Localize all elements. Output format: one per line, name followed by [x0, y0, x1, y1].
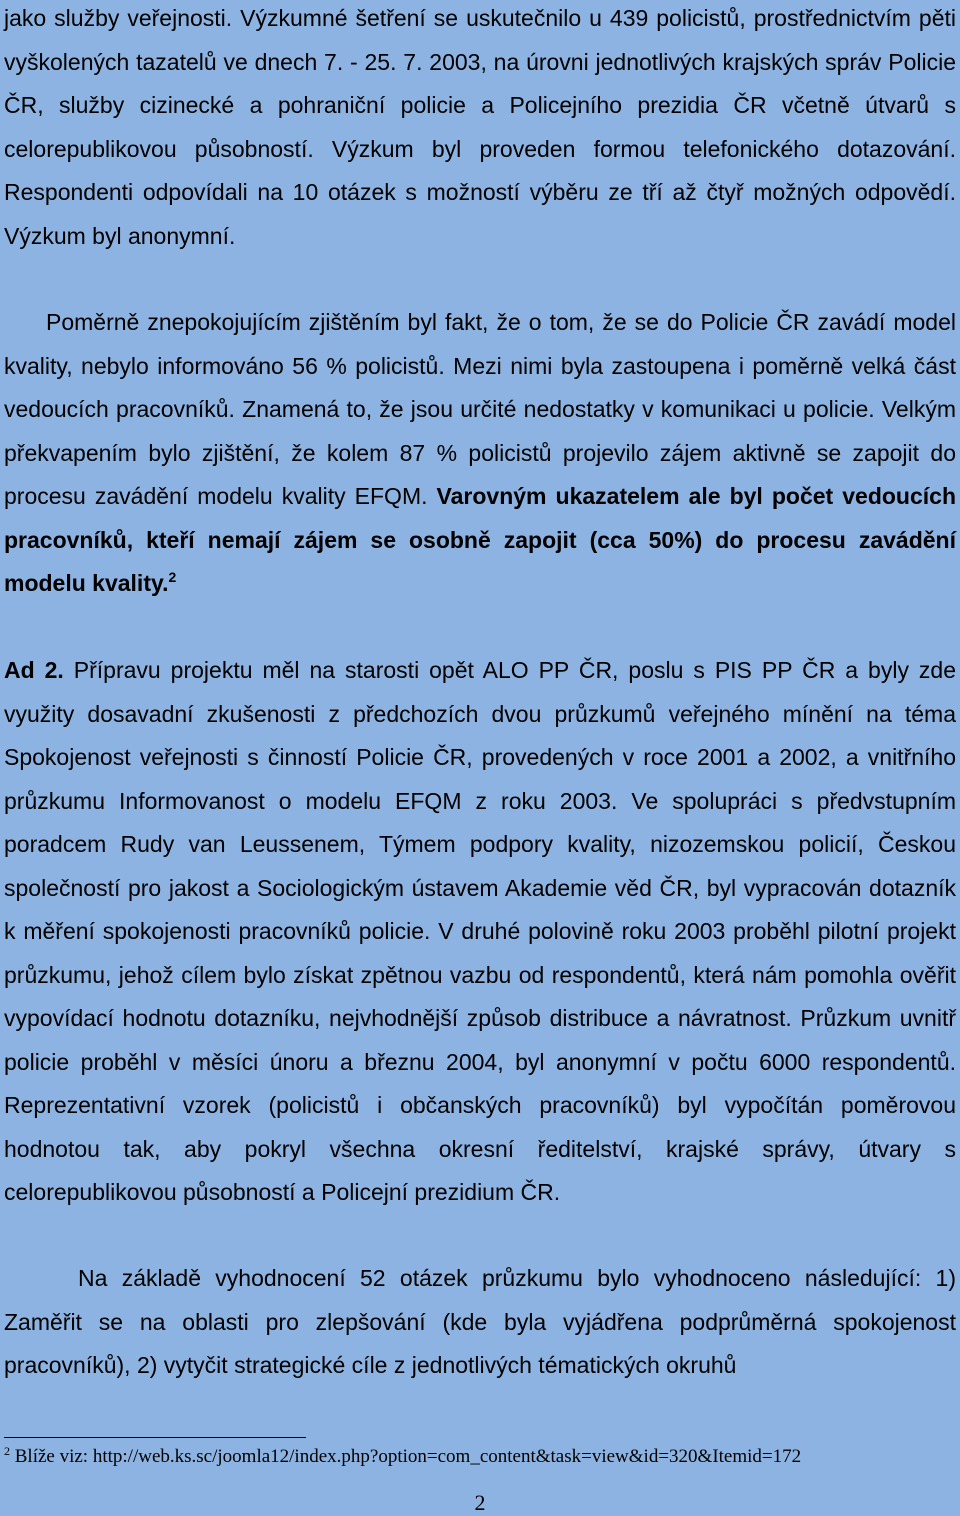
section-lead: Ad 2. [4, 657, 64, 683]
paragraph-2 [4, 301, 956, 606]
paragraph-1-text: jako služby veřejnosti. Výzkumné šetření se uskutečnilo u 439 policistů, prostřednictvím pěti vyškolených tazatelů ve dnech 7. - 25. 7. 2003, na úrovni jednotlivých krajských správ Policie ČR, služby cizinecké a pohraniční policie a Policejního prezidia ČR včetně útvarů s celorepublikovou působností. Výzkum byl proveden formou telefonického dotazování. Respondenti odpovídali na 10 otázek s možností výběru ze tří až čtyř možných odpovědí. Výzkum byl anonymní. [4, 5, 956, 249]
footnote [4, 1446, 801, 1468]
footnote-separator [4, 1437, 306, 1438]
paragraph-2-text: Poměrně znepokojujícím zjištěním byl fakt, že o tom, že se do Policie ČR zavádí model kvality, nebylo informováno 56 % policistů. Mezi nimi byla zastoupena i poměrně velká část vedoucích pracovníků. Znamená to, že jsou určité nedostatky v komunikaci u policie. Velkým překvapením bylo zjištění, že kolem 87 % policistů projevilo zájem aktivně se zapojit do procesu zavádění modelu kvality EFQM. [4, 309, 956, 509]
footnote-text[interactable]: Blíže viz: http://web.ks.sc/joomla12/index.php?option=com_content&task=view&id=320&Itemid=172 [10, 1446, 802, 1467]
paragraph-4-text: Na základě vyhodnocení 52 otázek průzkumu bylo vyhodnoceno následující: 1) Zaměřit se na oblasti pro zlepšování (kde byla vyjádřena podprůměrná spokojenost pracovníků), 2) vytyčit strategické cíle z jednotlivých tématických okruhů [4, 1265, 956, 1378]
paragraph-3 [4, 649, 956, 1215]
footnote-number: 2 [4, 1444, 10, 1458]
paragraph-2-bold-text: Varovným ukazatelem ale byl počet vedoucích pracovníků, kteří nemají zájem se osobně zapojit (cca 50%) do procesu zavádění modelu kvality. [4, 483, 956, 596]
paragraph-4 [4, 1257, 956, 1388]
page-number: 2 [474, 1490, 486, 1515]
footnote-reference[interactable]: 2 [168, 569, 177, 585]
paragraph-3-text: Přípravu projektu měl na starosti opět ALO PP ČR, poslu s PIS PP ČR a byly zde využity dosavadní zkušenosti z předchozích dvou průzkumů veřejného mínění na téma Spokojenost veřejnosti s činností Policie ČR, provedených v roce 2001 a 2002, a vnitřního průzkumu Informovanost o modelu EFQM z roku 2003. Ve spolupráci s předvstupním poradcem Rudy van Leussenem, Týmem podpory kvality, nizozemskou policií, Českou společností pro jakost a Sociologickým ústavem Akademie věd ČR, byl vypracován dotazník k měření spokojenosti pracovníků policie. V druhé polovině roku 2003 proběhl pilotní projekt průzkumu, jehož cílem bylo získat zpětnou vazbu od respondentů, která nám pomohla ověřit vypovídací hodnotu dotazníku, nejvhodnější způsob distribuce a návratnost. Průzkum uvnitř policie proběhl v měsíci únoru a březnu 2004, byl anonymní v počtu 6000 respondentů. Reprezentativní vzorek (policistů i občanských pracovníků) byl vypočítán poměrovou hodnotou tak, aby pokryl všechna okresní ředitelství, krajské správy, útvary s celorepublikovou působností a Policejní prezidium ČR. [4, 657, 956, 1205]
paragraph-1 [4, 0, 956, 258]
